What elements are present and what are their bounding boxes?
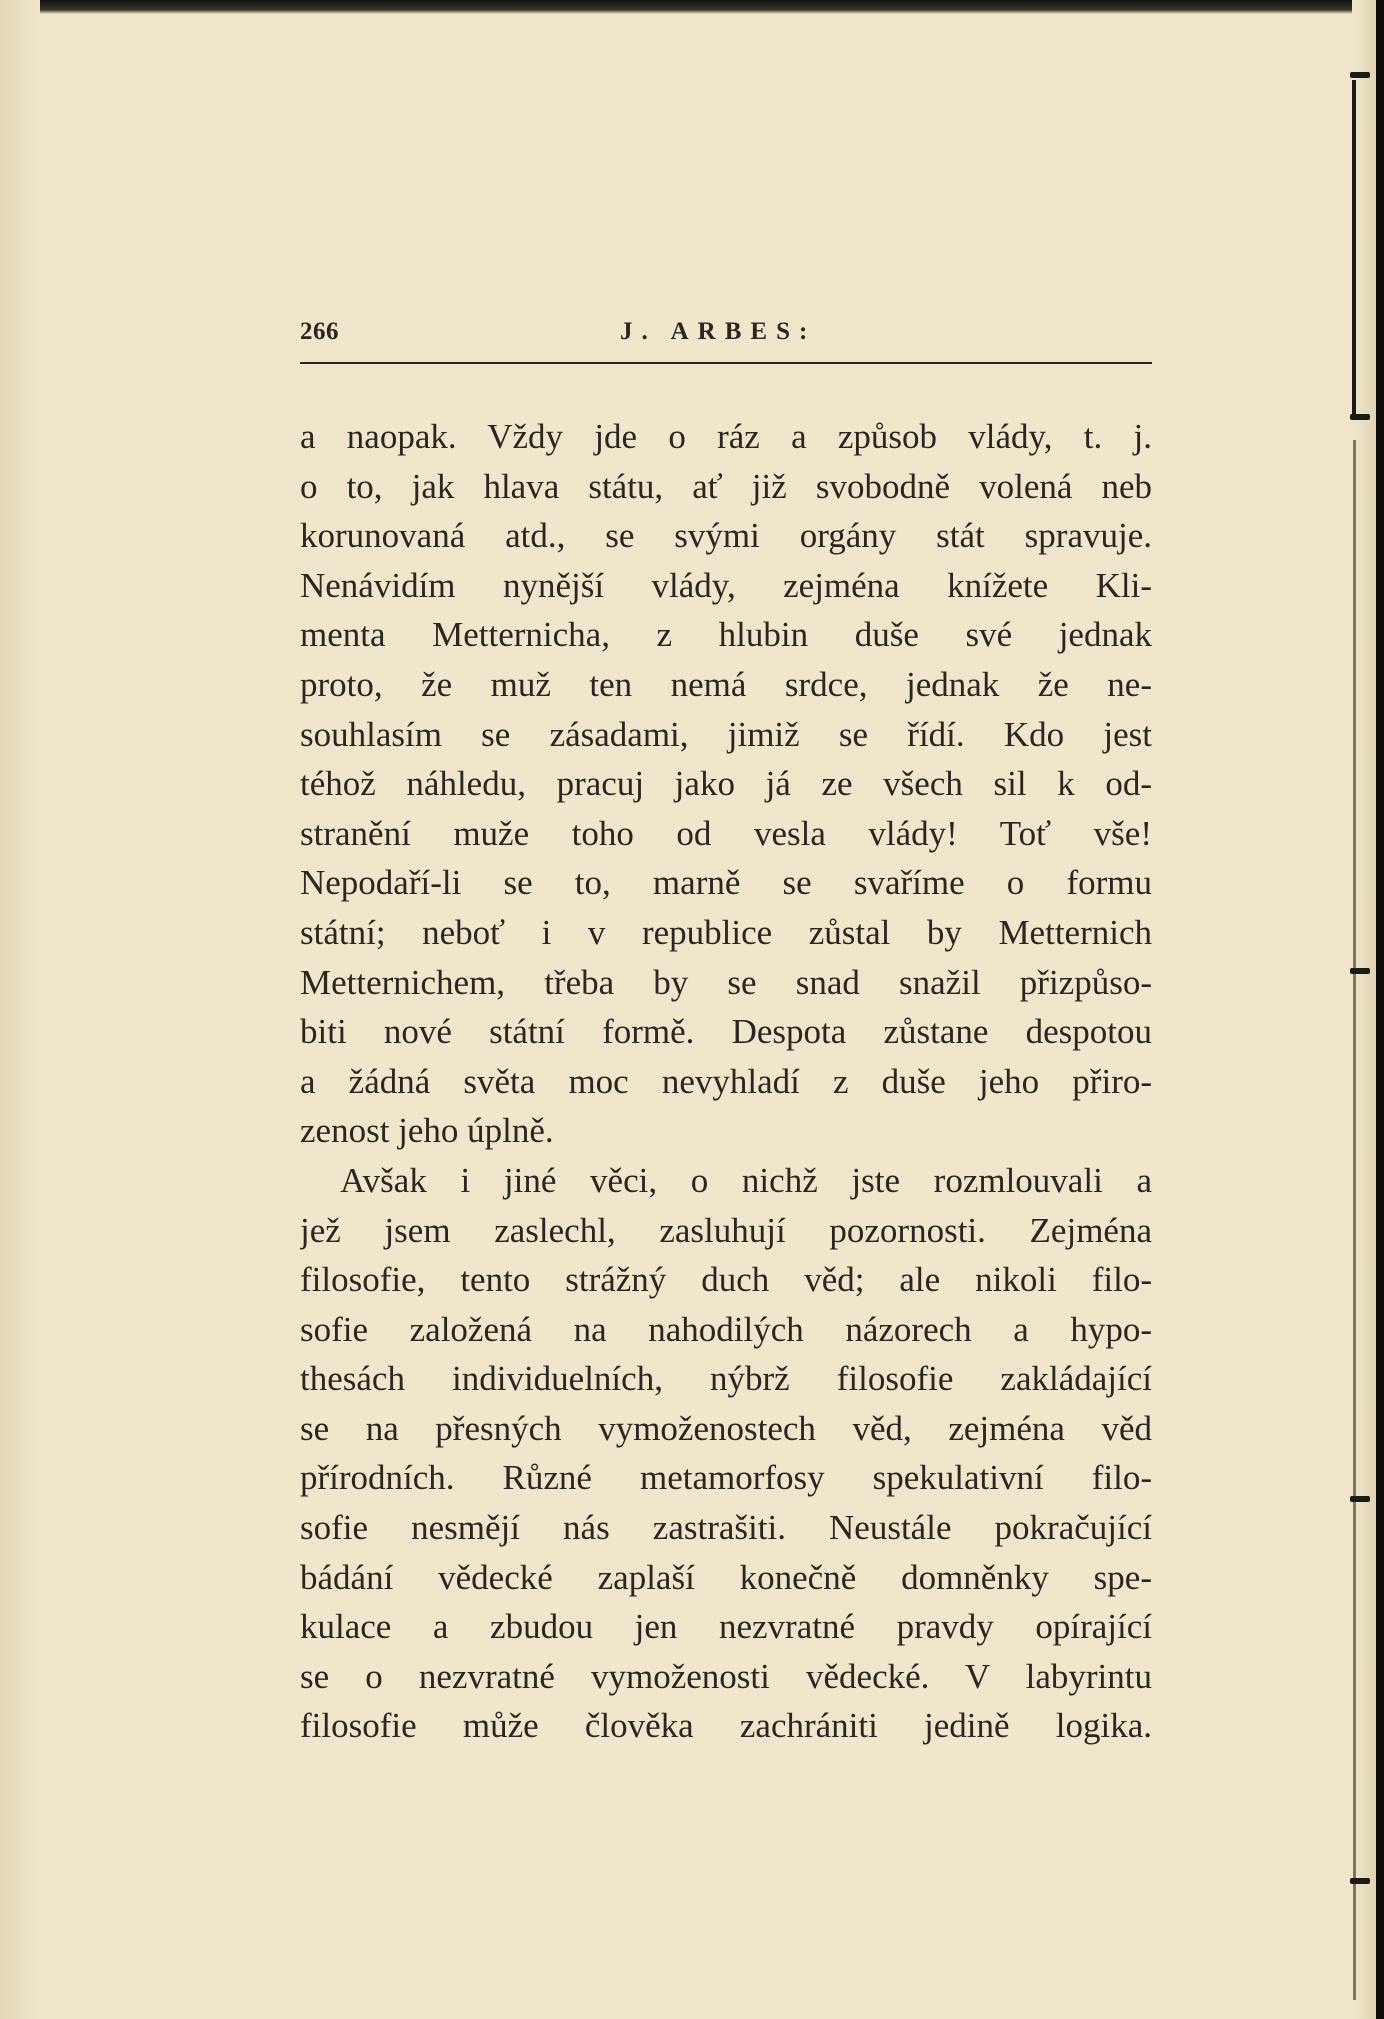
edge-tab-3	[1350, 968, 1370, 974]
text-line: Nepodaří-li se to, marně se svaříme o formu	[300, 863, 1152, 903]
text-line: biti nové státní formě. Despota zůstane despotou	[300, 1012, 1152, 1052]
text-line: sofie nesmějí nás zastrašiti. Neustále pokračující	[300, 1508, 1152, 1548]
edge-tab-1	[1350, 72, 1370, 78]
text-line: Nenávidím nynější vlády, zejména knížete Kli-	[300, 565, 1152, 605]
paragraph-start-line: Avšak i jiné věci, o nichž jste rozmlouvali a	[340, 1160, 1152, 1200]
page-header	[300, 318, 1152, 364]
edge-tab-4	[1350, 1496, 1370, 1502]
text-line: a žádná světa moc nevyhladí z duše jeho přiro-	[300, 1061, 1152, 1101]
text-line: thesách individuelních, nýbrž filosofie zakládající	[300, 1359, 1152, 1399]
text-line: Metternichem, třeba by se snad snažil přizpůso-	[300, 962, 1152, 1002]
text-line: jež jsem zaslechl, zasluhují pozornosti. Zejména	[300, 1210, 1152, 1250]
text-line: stranění muže toho od vesla vlády! Toť vše!	[300, 813, 1152, 853]
text-line: menta Metternicha, z hlubin duše své jednak	[300, 615, 1152, 655]
text-line: téhož náhledu, pracuj jako já ze všech sil k od-	[300, 764, 1152, 804]
text-line: kulace a zbudou jen nezvratné pravdy opírající	[300, 1607, 1152, 1647]
edge-dark-strip	[1376, 0, 1384, 2019]
text-line: a naopak. Vždy jde o ráz a způsob vlády, t. j.	[300, 417, 1152, 456]
text-line: se na přesných vymoženostech věd, zejména věd	[300, 1408, 1152, 1448]
scan-top-border	[0, 0, 1384, 14]
text-line: proto, že muž ten nemá srdce, jednak že ne-	[300, 664, 1152, 704]
text-line: korunovaná atd., se svými orgány stát spravuje.	[300, 516, 1152, 556]
paragraph-end-line: zenost jeho úplně.	[300, 1111, 554, 1151]
text-line: filosofie, tento strážný duch věd; ale nikoli filo-	[300, 1260, 1152, 1300]
text-line: filosofie může člověka zachrániti jedině logika.	[300, 1706, 1152, 1746]
text-line: sofie založená na nahodilých názorech a hypo-	[300, 1309, 1152, 1349]
text-line: se o nezvratné vymoženosti vědecké. V labyrintu	[300, 1656, 1152, 1696]
running-head: J. ARBES:	[620, 318, 817, 345]
page-left-shade	[0, 0, 40, 2019]
edge-line-upper	[1352, 80, 1356, 420]
text-body	[300, 412, 1152, 1751]
text-line: státní; neboť i v republice zůstal by Metternich	[300, 912, 1152, 952]
edge-line-lower	[1353, 440, 1356, 2000]
text-line: o to, jak hlava státu, ať již svobodně volená neb	[300, 466, 1152, 506]
text-line: souhlasím se zásadami, jimiž se řídí. Kdo jest	[300, 714, 1152, 754]
edge-tab-5	[1350, 1878, 1370, 1884]
text-line: bádání vědecké zaplaší konečně domněnky spe-	[300, 1557, 1152, 1597]
edge-tab-2	[1350, 414, 1370, 420]
text-line: přírodních. Různé metamorfosy spekulativní filo-	[300, 1458, 1152, 1498]
page-number: 266	[300, 318, 339, 345]
